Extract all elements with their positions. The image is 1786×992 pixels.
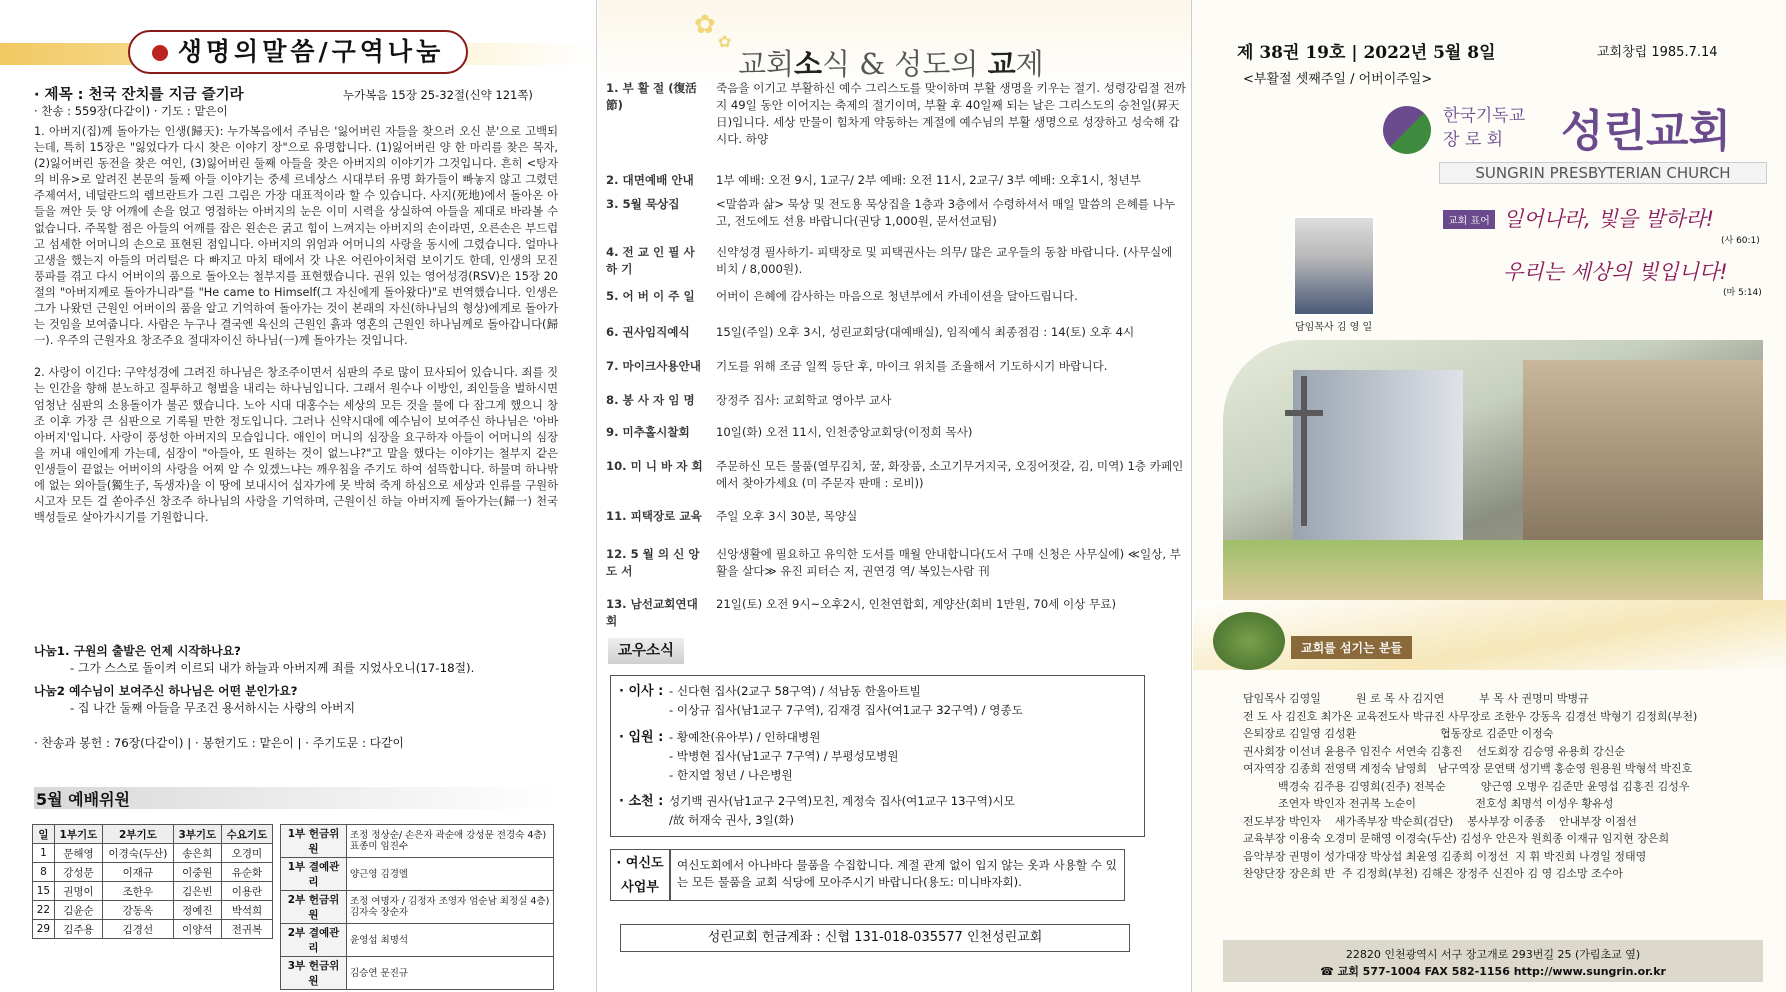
list-item: /故 허재숙 권사, 3일(화) [669, 813, 795, 827]
table-cell: 2부 결예관리 [281, 924, 347, 957]
founded-date: 교회창립 1985.7.14 [1597, 45, 1718, 60]
cross-icon [1301, 376, 1307, 526]
list-item: - 박병현 집사(남1교구 7구역) / 부평성모병원 [669, 749, 899, 763]
staff-line: 교육부장 이용숙 오경미 문해영 이경숙(두산) 김성우 안은자 원희종 이재규 임지현 장은희 [1243, 832, 1670, 845]
table-cell: 조한우 [102, 882, 173, 901]
table-cell: 박석희 [221, 901, 272, 920]
news-text: 기도를 위해 조금 일찍 등단 후, 마이크 위치를 조율해서 기도하시기 바랍니다. [716, 359, 1108, 373]
table-row [281, 924, 554, 957]
news-text: 15일(주일) 오후 3시, 성린교회당(대예배실), 임직예식 최종점검 : 14(토) 오후 4시 [716, 325, 1135, 339]
table-row [33, 882, 273, 901]
panel-title [128, 30, 468, 74]
table-cell: 김은빈 [173, 882, 221, 901]
news-text: 주문하신 모든 물품(열무김치, 꿀, 화장품, 소고기무거지국, 오징어젓갈, 김, 미역) 1층 카페인에서 찾아가세요 (미 주문자 판매 : 로비)) [716, 459, 1184, 490]
list-item: - 이상규 집사(남1교구 7구역), 김재경 집사(여1교구 32구역) / 영종도 [669, 703, 1023, 717]
flower-icon-small: ✿ [718, 32, 732, 51]
kyowoo-title: 교우소식 [608, 638, 684, 664]
table-cell: 김경선 [102, 920, 173, 939]
church-logo-icon [1383, 106, 1431, 154]
church-contact: ☎ 교회 577-1004 FAX 582-1156 http://www.sungrin.or.kr [1320, 965, 1666, 978]
kyowoo-box [610, 675, 1145, 837]
table-cell: 이용란 [221, 882, 272, 901]
table-cell: 1 [33, 844, 55, 863]
offering-account: 성린교회 헌금계좌 : 신협 131-018-035577 인천성린교회 [620, 924, 1130, 952]
news-label: 4. 전 교 인 필 사 하 기 [606, 245, 695, 276]
table-row [33, 920, 273, 939]
news-label: 1. 부 활 절 (復活節) [606, 81, 697, 112]
news-text: 장정주 집사: 교회학교 영아부 교사 [716, 393, 892, 407]
title-part: 제 [1015, 47, 1044, 81]
servants-title: 교회를 섬기는 분들 [1291, 636, 1412, 659]
table-row [281, 957, 554, 990]
news-text: 어버이 은혜에 감사하는 마음으로 청년부에서 카네이션을 달아드립니다. [716, 289, 1078, 303]
table-cell: 3부 헌금위원 [281, 957, 347, 990]
news-text: 신앙생활에 필요하고 유익한 도서를 매월 안내합니다(도서 구매 신청은 사무실에) ≪일상, 부활을 살다≫ 유진 피터슨 저, 권연경 역/ 복있는사람 刊 [716, 547, 1181, 578]
table-row [33, 901, 273, 920]
table-cell: 양근영 김경엘 [347, 858, 554, 891]
table-row [281, 858, 554, 891]
news-text: 신약성경 필사하기- 피택장로 및 피택권사는 의무/ 많은 교우들의 동참 바랍니다. (사무실에 비치 / 8,000원). [716, 245, 1173, 276]
table-cell: 오경미 [221, 844, 272, 863]
table-header-cell: 일 [33, 825, 55, 844]
staff-list [1243, 690, 1763, 883]
denomination-a: 한국기독교 [1443, 106, 1526, 126]
staff-line: 음악부장 권명이 성가대장 박상섭 최윤영 김종희 이정선 지 휘 박진희 나경일 정태영 [1243, 849, 1647, 863]
hospital-list [669, 728, 899, 785]
table-cell: 2부 헌금위원 [281, 891, 347, 924]
yeosin-text: 여신도회에서 아나바다 물품을 수집합니다. 계절 관계 없이 입지 않는 옷과 사용할 수 있는 모든 물품을 교회 식당에 모아주시기 바랍니다(용도: 미니바자회). [670, 849, 1125, 901]
move-list [669, 682, 1023, 720]
sermon-title: · 제목 : 천국 잔치를 지금 즐기라 [34, 87, 244, 103]
yeosin-label [610, 849, 670, 901]
sermon-panel [0, 0, 597, 992]
move-label: · 이사 : [619, 684, 664, 699]
table-row [33, 863, 273, 882]
answer-2: - 집 나간 둘째 아들을 무조건 용서하시는 사랑의 아버지 [70, 701, 355, 715]
staff-line: 은퇴장로 김일영 김성환 협동장로 김준만 이정숙 [1243, 727, 1554, 740]
table-cell: 김승연 문진규 [347, 957, 554, 990]
question-2: 나눔2 예수님이 보여주신 하나님은 어떤 분인가요? [34, 684, 298, 698]
table-header-cell: 수요기도 [221, 825, 272, 844]
table-cell: 강동옥 [102, 901, 173, 920]
table-cell: 1부 결예관리 [281, 858, 347, 891]
news-label: 11. 피택장로 교육 [606, 509, 702, 523]
news-text: <말씀과 삶> 묵상 및 전도용 묵상집을 1층과 3층에서 수령하셔서 매일 말씀의 은혜를 나누고, 전도에도 선용 바랍니다(권당 1,000원, 문서선교팀) [716, 197, 1176, 228]
staff-line: 전도부장 박인자 새가족부장 박순희(검단) 봉사부장 이종종 안내부장 이점선 [1243, 814, 1637, 828]
table-cell: 이재규 [102, 863, 173, 882]
news-label: 9. 미추홀시찰회 [606, 425, 690, 439]
title-part: 교회 [738, 47, 795, 81]
table-header-cell: 3부기도 [173, 825, 221, 844]
service-day: <부활절 셋째주일 / 어버이주일> [1243, 72, 1433, 87]
title-part: 식 & 성도의 [822, 47, 988, 81]
table-cell: 조정 정상순/ 손은자 곽순애 강성문 전경숙 4층) 표종미 임진수 [347, 825, 554, 858]
issue-info: 제 38권 19호 | 2022년 5월 8일 [1237, 43, 1496, 63]
bullet-icon [152, 45, 168, 61]
table-cell: 이경숙(두산) [102, 844, 173, 863]
table-cell: 15 [33, 882, 55, 901]
news-label: 7. 마이크사용안내 [606, 359, 701, 373]
news-label: 8. 봉 사 자 임 명 [606, 393, 695, 407]
news-text: 21일(토) 오전 9시~오후2시, 인천연합회, 계양산(회비 1만원, 70세 이상 무료) [716, 597, 1116, 611]
prayer-table [32, 824, 273, 939]
staff-line: 여자역장 김종희 전영택 계정숙 남영희 남구역장 문연택 성기백 홍순영 원용원 박형석 박진호 [1243, 762, 1693, 775]
table-cell: 김윤순 [54, 901, 102, 920]
table-cell: 유순화 [221, 863, 272, 882]
usher-table [280, 824, 554, 990]
news-text: 죽음을 이기고 부활하신 예수 그리스도를 맞이하며 부활 생명을 키우는 절기. 성령강림절 전까지 49일 동안 이어지는 축제의 절기이며, 부활 후 40일째 되는 날은 그리스도의 승천일(昇天日)입니다. 세상 만물이 힘차게 약동하는 계절에 예수님의 부활 생명으로 성장하고 성숙해 갑시다. 하양 [716, 81, 1186, 146]
table-cell: 송은희 [173, 844, 221, 863]
news-label: 5. 어 버 이 주 일 [606, 289, 695, 303]
table-cell: 정예진 [173, 901, 221, 920]
denomination-b: 장 로 회 [1443, 130, 1504, 150]
title-part: 소 [794, 47, 823, 81]
pastor-caption: 담임목사 김 영 일 [1295, 322, 1373, 333]
closing-order: · 찬송과 봉헌 : 76장(다같이) | · 봉헌기도 : 맡은이 | · 주기도문 : 다같이 [34, 736, 404, 750]
news-text: 1부 예배: 오전 9시, 1교구/ 2부 예배: 오전 11시, 2교구/ 3부 예배: 오후1시, 청년부 [716, 173, 1141, 187]
staff-line: 전 도 사 김진호 최가온 교육전도사 박규진 사무장로 조한우 강동옥 김경선 박형기 김정희(부천) [1243, 709, 1698, 723]
table-cell: 29 [33, 920, 55, 939]
yeosin-label-a: · 여신도 [616, 856, 664, 871]
staff-line: 백경숙 김주용 김영희(진주) 전복순 양근영 오병우 김준만 윤영섭 김홍진 김성우 [1243, 779, 1690, 793]
question-1: 나눔1. 구원의 출발은 언제 시작하나요? [34, 644, 241, 658]
sermon-para-2: 2. 사랑이 이긴다: 구약성경에 그려진 하나님은 창조주이면서 심판의 주로 많이 묘사되어 있습니다. 죄를 짓는 인간을 향해 분노하고 질투하고 형벌을 내리는 하나님입니다. 그래서 원수나 이방인, 죄인들을 벌하시면 엄청난 심판의 소용돌이가 불곤 했습니다. 노아 시대 대홍수는 세상의 모든 것을 물에 다 잠그게 했으니 창조 이후 가장 큰 심판으로 기록될 만한 정도입니다. 그러나 신약시대에 예수님이 보여주신 하나님은 '아바 아버지'입니다. 사랑이 풍성한 아버지의 모습입니다. 애인이 머니의 심장을 요구하자 아들이 어머니의 심장을 꺼내 애인에게 가는데, 심장이 "아들아, 또 원하는 것이 없느냐?"고 말을 했다는 이야기는 철부지 같은 인생들이 끝없는 어버이의 사랑을 어찌 알 수 있겠느냐는 깨우침을 주기도 하여 섬뜩합니다. 하물며 하나밖에 없는 외아들(獨生子, 독생자)을 이 땅에 보내시어 십자가에 못 박혀 죽게 하심으로 세상과 인류를 구원하시고자 모든 걸 쏟아주신 창조주 하나님의 사랑을 기억하며, 근원이신 하늘 아버지께 돌아가는(歸一) 천국 백성들로 살아가시기를 기원합니다. [34, 366, 558, 525]
hospital-label: · 입원 : [619, 730, 664, 745]
table-cell: 이중원 [173, 863, 221, 882]
news-label: 13. 남선교회연대회 [606, 597, 698, 628]
motto-1-ref: (사 60:1) [1721, 236, 1760, 246]
panel-title-text: 생명의말씀/구역나눔 [177, 37, 445, 66]
pastor-photo [1293, 216, 1375, 316]
news-panel [598, 0, 1192, 992]
news-text: 주일 오후 3시 30분, 목양실 [716, 509, 858, 523]
staff-line: 담임목사 김영일 원 로 목 사 김지연 부 목 사 권명미 박병규 [1243, 692, 1589, 705]
denomination [1443, 104, 1525, 152]
answer-1: - 그가 스스로 돌이켜 이르되 내가 하늘과 아버지께 죄를 지었사오니(17-18절). [70, 661, 475, 675]
table-cell: 이양석 [173, 920, 221, 939]
table-cell: 조정 여명자 / 김정자 조영자 엄순남 최정실 4층) 김자숙 장순자 [347, 891, 554, 924]
sharing [34, 643, 474, 752]
list-item: - 황예찬(유아부) / 인하대병원 [669, 730, 821, 744]
yeosin-label-b: 사업부 [621, 880, 659, 895]
motto-1: 일어나라, 빛을 발하라! [1503, 207, 1715, 231]
table-cell: 1부 헌금위원 [281, 825, 347, 858]
table-cell: 윤영섭 최명석 [347, 924, 554, 957]
list-item: - 한지열 청년 / 나은병원 [669, 768, 793, 782]
sermon-body [34, 124, 558, 542]
sermon-ref: 누가복음 15장 25-32절(신약 121쪽) [343, 88, 533, 102]
death-list [669, 792, 1015, 830]
news-label: 3. 5월 묵상집 [606, 197, 680, 211]
sermon-para-1: 1. 아버지(집)께 돌아가는 인생(歸天): 누가복음에서 주님은 '잃어버린 자들을 찾으러 오신 분'으로 고백되는데, 특히 15장은 "잃었다가 다시 찾은 이야기 장"으로 유명합니다. (1)잃어버린 양 한 마리를 찾은 목자, (2)잃어버린 동전을 찾은 여인, (3)잃어버린 둘째 아들을 찾은 아버지의 이야기가 그것입니다. 흔히 <탕자의 비유>로 알려진 본문의 둘째 아들 이야기는 중세 르네상스 시대부터 유명 화가들이 빠놓지 않고 그렸던 주제여서, 네덜란드의 렘브란트가 그린 그림은 가장 대표적이라 할 수 있습니다. 사지(死地)에서 돌아온 아들을 껴안 듯 양 어깨에 손을 얹고 영접하는 아버지의 눈은 이미 시력을 상실하여 아들을 제대로 바라볼 수 없습니다. 주목할 점은 아들의 어깨를 잡은 왼손은 굵고 힘이 느껴지는 아버지의 손이라면, 오른손은 부드럽고 섬세한 어머니의 손으로 표현된 점입니다. 아버지의 위엄과 어머니의 사랑을 동시에 그렸습니다. 얼마나 고생을 했는지 아들의 머리털은 다 빠지고 마치 태에서 갓 나온 어린아이처럼 보이기도 한데, 인생의 모진 풍파를 겪고 다시 어버이의 품으로 돌아오는 철부지를 표현했습니다. 권위 있는 영어성경(RSV)은 15장 20절의 "아버지께로 돌아가니라"를 "He came to Himself(그 자신에게 돌아왔다)"로 번역했습니다. 인생은 그가 나왔던 근원인 어버이의 품을 알고 기억하여 돌아가는 것이 본래의 자신(하나님의 형상)에게로 돌아가는 것임을 보여줍니다. 사람은 누구나 결국엔 육신의 근원인 흙과 영혼의 근원인 하나님께로 돌아갑니다(歸一). 우주의 근원자요 창조주요 절대자이신 하나님(一)께 돌아가는 것입니다. [34, 125, 558, 348]
table-header-row [33, 825, 273, 844]
table-cell: 김주용 [54, 920, 102, 939]
plant-icon [1213, 612, 1285, 670]
table-cell: 8 [33, 863, 55, 882]
church-photo [1223, 340, 1763, 600]
news-label: 2. 대면예배 안내 [606, 173, 694, 187]
news-label: 6. 권사임직예식 [606, 325, 690, 339]
title-part: 교 [987, 47, 1016, 81]
table-cell: 강성문 [54, 863, 102, 882]
sermon-hymn: · 찬송 : 559장(다같이) · 기도 : 맡은이 [34, 104, 228, 118]
cover-panel [1193, 0, 1786, 992]
garden [1223, 540, 1763, 600]
church-name: 성린교회 [1561, 106, 1732, 157]
staff-line: 찬양단장 장은희 반 주 김정희(부천) 김해은 장정주 신진아 김 영 김소망 조수아 [1243, 867, 1623, 880]
flower-icon: ✿ [694, 10, 716, 40]
table-row [33, 844, 273, 863]
motto-tag: 교회 표어 [1443, 210, 1495, 229]
death-label: · 소천 : [619, 794, 664, 809]
motto-2: 우리는 세상의 빛입니다! [1503, 260, 1728, 284]
motto-2-ref: (마 5:14) [1723, 288, 1762, 298]
church-en-name: SUNGRIN PRESBYTERIAN CHURCH [1439, 162, 1767, 184]
list-item: 성기백 권사(남1교구 2구역)모친, 계정숙 집사(여1교구 13구역)시모 [669, 794, 1015, 808]
list-item: - 신다현 집사(2교구 58구역) / 석남동 한울아트빌 [669, 684, 921, 698]
news-label: 10. 미 니 바 자 회 [606, 459, 703, 473]
footer-bar [1223, 940, 1763, 982]
table-cell: 22 [33, 901, 55, 920]
table-row [281, 891, 554, 924]
table-row [281, 825, 554, 858]
table-header-cell: 1부기도 [54, 825, 102, 844]
worship-title: 5월 예배위원 [34, 787, 554, 809]
table-cell: 문해영 [54, 844, 102, 863]
church-address: 22820 인천광역시 서구 장고개로 293번길 25 (가림초교 옆) [1345, 948, 1641, 961]
news-title [738, 42, 1044, 83]
staff-line: 조연자 박인자 전귀복 노순이 전호성 최명석 이성우 황유성 [1243, 797, 1614, 810]
news-text: 10일(화) 오전 11시, 인천중앙교회당(이정희 목사) [716, 425, 973, 439]
news-label: 12. 5 월 의 신 앙 도 서 [606, 547, 700, 578]
table-cell: 권명이 [54, 882, 102, 901]
table-header-cell: 2부기도 [102, 825, 173, 844]
table-cell: 전귀복 [221, 920, 272, 939]
staff-line: 권사회장 이선녀 윤용주 임진수 서연숙 김홍진 선도회장 김승영 유용희 강신순 [1243, 744, 1625, 758]
cross-bar [1285, 410, 1323, 416]
